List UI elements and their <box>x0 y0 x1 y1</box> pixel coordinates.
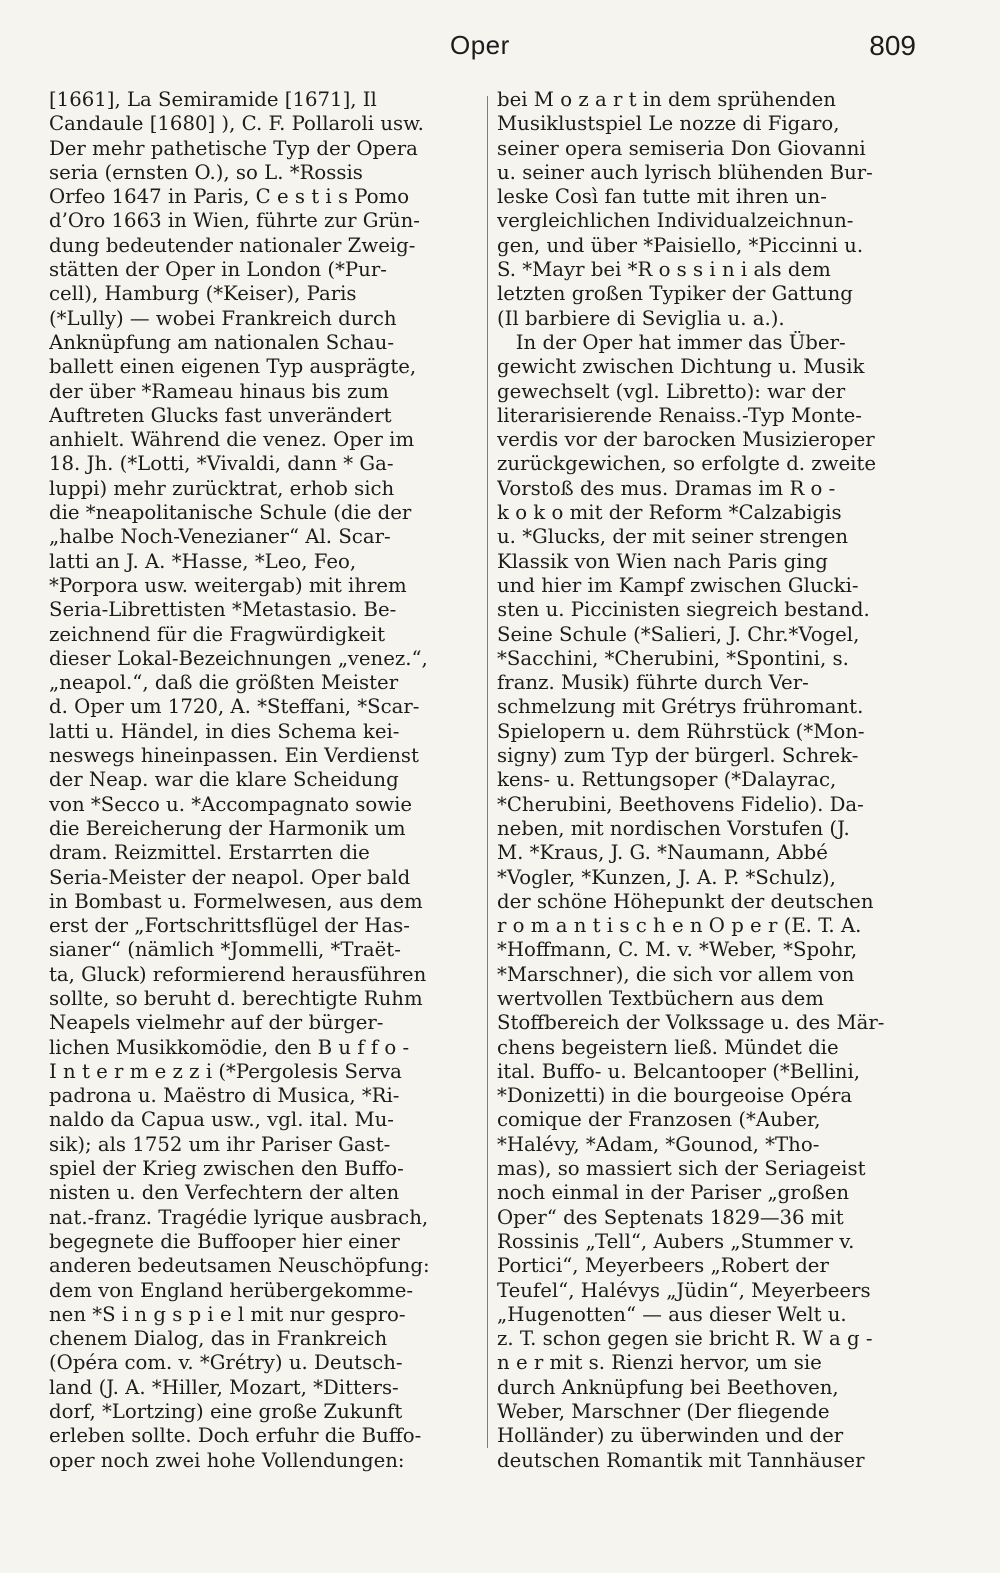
text-line: anderen bedeutsamen Neuschöpfung: <box>49 1254 430 1278</box>
text-line: Weber, Marschner (Der fliegende <box>497 1400 830 1424</box>
text-line: dram. Reizmittel. Erstarrten die <box>49 841 370 865</box>
text-line: Spielopern u. dem Rührstück (*Mon- <box>497 719 865 743</box>
text-line: bei M o z a r t in dem sprühenden <box>497 88 836 111</box>
text-line: literarisierende Renaiss.-Typ Monte- <box>497 403 862 427</box>
text-line: erst der „Fortschrittsflügel der Has- <box>49 914 410 938</box>
text-line: Musiklustspiel Le nozze di Figaro, <box>497 112 840 136</box>
text-line: M. *Kraus, J. G. *Naumann, Abbé <box>497 841 828 865</box>
text-line: nat.-franz. Tragédie lyrique ausbrach, <box>49 1205 429 1229</box>
text-line: „halbe Noch-Venezianer“ Al. Scar- <box>49 525 391 549</box>
text-line: in Bombast u. Formelwesen, aus dem <box>49 889 423 913</box>
running-head <box>0 0 1000 80</box>
text-line: begegnete die Buffooper hier einer <box>49 1229 400 1253</box>
text-line: n e r mit s. Rienzi hervor, um sie <box>497 1351 822 1375</box>
text-line: verdis vor der barocken Musizieroper <box>497 428 875 452</box>
text-line: franz. Musik) führte durch Ver- <box>497 671 809 695</box>
text-line: Seine Schule (*Salieri, J. Chr.*Vogel, <box>497 622 860 646</box>
text-line: padrona u. Maëstro di Musica, *Ri- <box>49 1084 400 1108</box>
text-line: 18. Jh. (*Lotti, *Vivaldi, dann * Ga- <box>49 452 394 476</box>
text-line: In der Oper hat immer das Über- <box>497 330 846 354</box>
text-line: *Cherubini, Beethovens Fidelio). Da- <box>497 792 864 816</box>
text-line: k o k o mit der Reform *Calzabigis <box>497 501 842 525</box>
text-line: d. Oper um 1720, A. *Steffani, *Scar- <box>49 695 420 719</box>
text-line: dorf, *Lortzing) eine große Zukunft <box>49 1400 403 1424</box>
text-line: Seria-Librettisten *Metastasio. Be- <box>49 598 397 622</box>
text-line: ballett einen eigenen Typ ausprägte, <box>49 355 417 379</box>
text-line: nen *S i n g s p i e l mit nur gespro- <box>49 1302 406 1326</box>
text-line: comique der Franzosen (*Auber, <box>497 1108 821 1132</box>
text-line: erleben sollte. Doch erfuhr die Buffo- <box>49 1424 422 1448</box>
text-line: land (J. A. *Hiller, Mozart, *Ditters- <box>49 1375 399 1399</box>
text-line: latti u. Händel, in dies Schema kei- <box>49 719 400 743</box>
text-line: schmelzung mit Grétrys frühromant. <box>497 695 864 719</box>
text-line: ta, Gluck) reformierend herausführen <box>49 962 427 986</box>
text-line: letzten großen Typiker der Gattung <box>497 282 853 306</box>
text-line: *Marschner), die sich vor allem von <box>497 962 855 986</box>
text-line: luppi) mehr zurücktrat, erhob sich <box>49 476 395 500</box>
text-line: spiel der Krieg zwischen den Buffo- <box>49 1157 404 1181</box>
text-line: neben, mit nordischen Vorstufen (J. <box>497 816 850 840</box>
text-line: vergleichlichen Individualzeichnun- <box>497 209 854 233</box>
text-line: deutschen Romantik mit Tannhäuser <box>497 1448 865 1472</box>
text-line: chens begeistern ließ. Mündet die <box>497 1035 839 1059</box>
text-line: *Porpora usw. weitergab) mit ihrem <box>49 573 407 597</box>
text-line: Klassik von Wien nach Paris ging <box>497 549 828 573</box>
text-line: Der mehr pathetische Typ der Opera <box>49 136 418 160</box>
text-line: u. seiner auch lyrisch blühenden Bur- <box>497 160 873 184</box>
text-line: Anknüpfung am nationalen Schau- <box>49 330 395 354</box>
text-line: Seria-Meister der neapol. Oper bald <box>49 865 411 889</box>
left-text-column <box>49 88 481 1473</box>
text-line: *Vogler, *Kunzen, J. A. P. *Schulz), <box>497 865 836 889</box>
text-line: r o m a n t i s c h e n O p e r (E. T. A. <box>497 914 862 938</box>
text-line: Teufel“, Halévys „Jüdin“, Meyerbeers <box>497 1278 871 1302</box>
text-line: *Donizetti) in die bourgeoise Opéra <box>497 1084 853 1108</box>
text-line: nisten u. den Verfechtern der alten <box>49 1181 400 1205</box>
text-line: cell), Hamburg (*Keiser), Paris <box>49 282 357 306</box>
text-line: „neapol.“, daß die größten Meister <box>49 671 399 695</box>
text-line: und hier im Kampf zwischen Glucki- <box>497 573 859 597</box>
text-line: der Neap. war die klare Scheidung <box>49 768 399 792</box>
text-line: sollte, so beruht d. berechtigte Ruhm <box>49 986 423 1010</box>
text-line: stätten der Oper in London (*Pur- <box>49 258 387 282</box>
text-line: leske Così fan tutte mit ihren un- <box>497 185 827 209</box>
text-line: latti an J. A. *Hasse, *Leo, Feo, <box>49 549 357 573</box>
right-text-column <box>497 88 927 1473</box>
text-line: sik); als 1752 um ihr Pariser Gast- <box>49 1132 391 1156</box>
text-line: zurückgewichen, so erfolgte d. zweite <box>497 452 877 476</box>
text-line: *Hoffmann, C. M. v. *Weber, *Spohr, <box>497 938 858 962</box>
text-line: seiner opera semiseria Don Giovanni <box>497 136 866 160</box>
text-line: *Sacchini, *Cherubini, *Spontini, s. <box>497 646 849 670</box>
text-line: chenem Dialog, das in Frankreich <box>49 1327 388 1351</box>
text-line: dem von England herübergekomme- <box>49 1278 414 1302</box>
text-line: ital. Buffo- u. Belcantooper (*Bellini, <box>497 1059 861 1083</box>
text-line: die *neapolitanische Schule (die der <box>49 501 412 525</box>
text-line: der schöne Höhepunkt der deutschen <box>497 889 874 913</box>
text-line: *Halévy, *Adam, *Gounod, *Tho- <box>497 1132 820 1156</box>
text-line: Portici“, Meyerbeers „Robert der <box>497 1254 829 1278</box>
text-line: signy) zum Typ der bürgerl. Schrek- <box>497 744 859 768</box>
text-line: Holländer) zu überwinden und der <box>497 1424 844 1448</box>
text-line: mas), so massiert sich der Seriageist <box>497 1157 866 1181</box>
text-line: gen, und über *Paisiello, *Piccinni u. <box>497 233 864 257</box>
text-line: naldo da Capua usw., vgl. ital. Mu- <box>49 1108 394 1132</box>
text-line: Stoffbereich der Volkssage u. des Mär- <box>497 1011 885 1035</box>
text-line: Oper“ des Septenats 1829—36 mit <box>497 1205 844 1229</box>
text-line: „Hugenotten“ — aus dieser Welt u. <box>497 1302 847 1326</box>
text-line: Candaule [1680] ), C. F. Pollaroli usw. <box>49 112 424 136</box>
text-line: dieser Lokal-Bezeichnungen „venez.“, <box>49 646 428 670</box>
text-line: z. T. schon gegen sie bricht R. W a g - <box>497 1327 873 1351</box>
text-line: (*Lully) — wobei Frankreich durch <box>49 306 397 330</box>
text-line: von *Secco u. *Accompagnato sowie <box>49 792 413 816</box>
page-number: 809 <box>869 30 916 61</box>
text-line: wertvollen Textbüchern aus dem <box>497 986 824 1010</box>
text-line: [1661], La Semiramide [1671], Il <box>49 88 377 111</box>
text-line: lichen Musikkomödie, den B u f f o - <box>49 1035 410 1059</box>
text-line: sianer“ (nämlich *Jommelli, *Traët- <box>49 938 401 962</box>
text-line: Orfeo 1647 in Paris, C e s t i s Pomo <box>49 185 410 209</box>
text-line: neswegs hineinpassen. Ein Verdienst <box>49 744 419 768</box>
text-line: durch Anknüpfung bei Beethoven, <box>497 1375 839 1399</box>
text-line: Auftreten Glucks fast unverändert <box>49 403 392 427</box>
text-line: d’Oro 1663 in Wien, führte zur Grün- <box>49 209 420 233</box>
text-line: der über *Rameau hinaus bis zum <box>49 379 389 403</box>
text-line: Rossinis „Tell“, Aubers „Stummer v. <box>497 1229 855 1253</box>
text-line: dung bedeutender nationaler Zweig- <box>49 233 416 257</box>
text-line: Neapels vielmehr auf der bürger- <box>49 1011 384 1035</box>
text-line: S. *Mayr bei *R o s s i n i als dem <box>497 258 831 282</box>
text-line: gewicht zwischen Dichtung u. Musik <box>497 355 865 379</box>
text-line: noch einmal in der Pariser „großen <box>497 1181 850 1205</box>
text-line: zeichnend für die Fragwürdigkeit <box>49 622 385 646</box>
text-line: die Bereicherung der Harmonik um <box>49 816 406 840</box>
text-line: I n t e r m e z z i (*Pergolesis Serva <box>49 1059 402 1083</box>
text-line: gewechselt (vgl. Libretto): war der <box>497 379 846 403</box>
text-line: (Il barbiere di Seviglia u. a.). <box>497 306 785 330</box>
column-divider <box>487 96 488 1448</box>
text-line: oper noch zwei hohe Vollendungen: <box>49 1448 405 1472</box>
text-line: u. *Glucks, der mit seiner strengen <box>497 525 849 549</box>
text-line: anhielt. Während die venez. Oper im <box>49 428 415 452</box>
running-head-title: Oper <box>450 30 510 60</box>
text-line: seria (ernsten O.), so L. *Rossis <box>49 160 363 184</box>
text-line: kens- u. Rettungsoper (*Dalayrac, <box>497 768 837 792</box>
text-line: (Opéra com. v. *Grétry) u. Deutsch- <box>49 1351 403 1375</box>
text-line: Vorstoß des mus. Dramas im R o - <box>497 476 836 500</box>
text-line: sten u. Piccinisten siegreich bestand. <box>497 598 870 622</box>
